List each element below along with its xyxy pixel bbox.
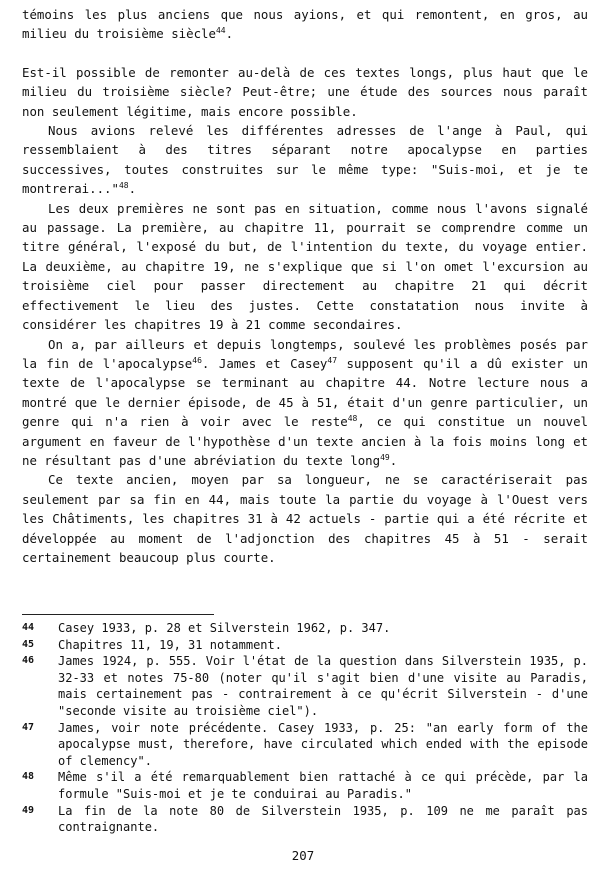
paragraph-5 [22, 335, 588, 471]
footnote-text: La fin de la note 80 de Silverstein 1935, p. 109 ne me paraît pas contraignante. [58, 803, 588, 835]
text-run: On a, par ailleurs et depuis longtemps, soulevé les problèmes posés par la fin de l'apocalypse [22, 336, 588, 371]
text-run: . James et Casey [201, 355, 328, 371]
footnote-number: 49 [22, 804, 35, 816]
text-run: Nous avions relevé les différentes adresses de l'ange à Paul, qui ressemblaient à des titres séparant notre apocalypse en parties successives, toutes construites sur le même type: "Suis-moi, et je te montrerai..." [22, 123, 588, 197]
footnote-ref[interactable]: 48 [347, 414, 358, 423]
footnote-text: Même s'il a été remarquablement bien rattaché à ce qui précède, par la formule "Suis-moi et je te conduirai au Paradis." [58, 770, 588, 801]
text-run: . [225, 26, 234, 42]
text-run: . [389, 452, 398, 468]
text-run: , ce qui constitue un nouvel argument en faveur de l'hypothèse d'un texte ancien à la fois moins long et ne résultant pas d'une abréviation du texte long [22, 414, 588, 468]
page-number: 207 [291, 848, 315, 863]
footnote-ref[interactable]: 47 [327, 355, 338, 365]
footnote-text: James 1924, p. 555. Voir l'état de la question dans Silverstein 1935, p. 32-33 et notes 75-80 (noter qu'il s'agit bien d'une visite au Paradis, mais certainement pas - contrairement à ce qu'écrit Silverstein - d'une "seconde visite au troisième ciel"). [58, 654, 588, 718]
footnote-number: 45 [22, 638, 35, 650]
footnote-text: Casey 1933, p. 28 et Silverstein 1962, p. 347. [58, 621, 391, 635]
footnote-text: Chapitres 11, 19, 31 notamment. [58, 637, 282, 652]
footnote-item [22, 769, 588, 802]
footnote-divider [22, 614, 214, 615]
paragraph-2: Est-il possible de remonter au-delà de ces textes longs, plus haut que le milieu du troisième siècle? Peut-être; une étude des sources nous paraît non seulement légitime, mais encore possible. [22, 64, 588, 119]
footnote-item [22, 720, 588, 770]
footnote-ref[interactable]: 48 [118, 181, 129, 191]
footnote-number: 44 [22, 622, 35, 633]
footnote-item [22, 637, 588, 654]
footnote-ref[interactable]: 46 [192, 355, 202, 365]
footnote-item [22, 653, 588, 719]
footnote-ref[interactable]: 44 [215, 26, 226, 36]
paragraph-3 [22, 121, 588, 199]
text-run: témoins les plus anciens que nous ayions, et qui remontent, en gros, au milieu du troisième siècle [22, 7, 588, 42]
footnote-item [22, 803, 588, 836]
paragraph-6: Ce texte ancien, moyen par sa longueur, ne se caractériserait pas seulement par sa fin en 44, mais toute la partie du voyage à l'Ouest vers les Châtiments, les chapitres 31 à 42 actuels - partie qui a été récrite et développée au moment de l'adjonction des chapitres 45 à 51 - serait certainement beaucoup plus courte. [22, 472, 588, 565]
footnote-text: James, voir note précédente. Casey 1933, p. 25: "an early form of the apocalypse must, therefore, have circulated which ended with the episode of clemency". [58, 720, 588, 768]
footnote-number: 48 [22, 771, 35, 783]
text-run: . [128, 181, 137, 197]
footnote-number: 47 [22, 721, 35, 733]
footnote-item [22, 620, 588, 637]
paragraph-1 [22, 5, 588, 44]
footnote-ref[interactable]: 49 [380, 452, 390, 462]
paragraph-4: Les deux premières ne sont pas en situation, comme nous l'avons signalé au passage. La première, au chapitre 11, pourrait se comprendre comme un titre général, l'exposé du but, de l'intention du texte, du voyage entier. La deuxième, au chapitre 19, ne s'explique que si l'on omet l'excursion au troisième ciel pour passer directement au chapitre 21 qui décrit effectivement le lieu des justes. Cette constatation nous invite à considérer les chapitres 19 à 21 comme secondaires. [22, 200, 588, 333]
text-run: supposent qu'il a dû exister un texte de l'apocalypse se terminant au chapitre 44. Notre lecture nous a montré que le dernier épisode, de 45 à 51, était d'un genre particulier, un genre qui n'a rien à voir avec le reste [22, 355, 589, 430]
footnote-number: 46 [22, 655, 35, 667]
footnotes [22, 620, 588, 836]
main-text [22, 5, 588, 567]
